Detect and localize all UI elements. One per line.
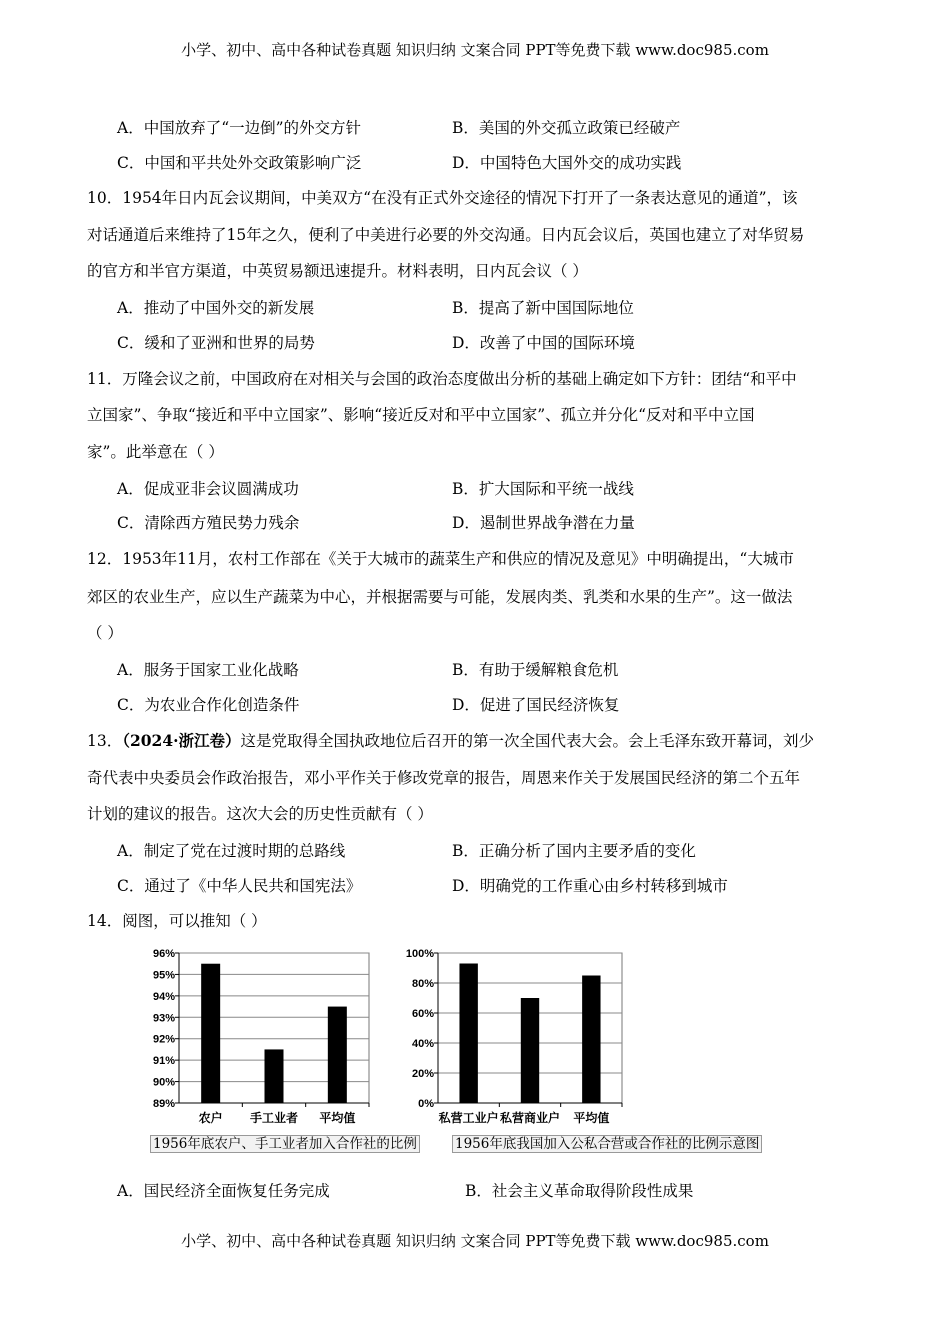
q10-option-c: C．缓和了亚洲和世界的局势 — [117, 334, 315, 352]
q13-option-b: B．正确分析了国内主要矛盾的变化 — [452, 842, 696, 860]
q10-stem-line: 的官方和半官方渠道，中英贸易额迅速提升。材料表明，日内瓦会议（ ） — [87, 262, 588, 280]
q13-option-c: C．通过了《中华人民共和国宪法》 — [117, 877, 362, 895]
q13-stem-line: 奇代表中央委员会作政治报告，邓小平作关于修改党章的报告，周恩来作关于发展国民经济的第二个五年 — [87, 769, 801, 787]
x-tick-label: 私营工业户 — [438, 1111, 499, 1125]
q11-option-d: D．遏制世界战争潜在力量 — [452, 514, 635, 532]
y-tick-label: 0% — [418, 1098, 434, 1110]
q14-option-b: B．社会主义革命取得阶段性成果 — [465, 1182, 694, 1200]
q12-option-a: A．服务于国家工业化战略 — [117, 661, 299, 679]
y-tick-label: 92% — [152, 1033, 175, 1046]
chart-caption-left: 1956年底农户、手工业者加入合作社的比例 — [150, 1135, 420, 1153]
q10-stem-line: 对话通道后来维持了15年之久，便利了中美进行必要的外交沟通。日内瓦会议后，英国也建立了对华贸易 — [87, 226, 805, 244]
q11-stem-line: 立国家”、争取“接近和平中立国家”、影响“接近反对和平中立国家”、孤立并分化“反对和平中立国 — [87, 406, 755, 424]
q9-option-b: B．美国的外交孤立政策已经破产 — [452, 119, 681, 137]
y-tick-label: 40% — [411, 1038, 434, 1050]
y-tick-label: 90% — [152, 1076, 175, 1089]
q9-option-c: C．中国和平共处外交政策影响广泛 — [117, 154, 362, 172]
q11-option-a: A．促成亚非会议圆满成功 — [117, 480, 299, 498]
q14-option-a: A．国民经济全面恢复任务完成 — [117, 1182, 330, 1200]
y-tick-label: 91% — [152, 1055, 175, 1068]
page-header: 小学、初中、高中各种试卷真题 知识归纳 文案合同 PPT等免费下载 www.doc985.com — [181, 41, 769, 59]
q13-text: 这是党取得全国执政地位后召开的第一次全国代表大会。会上毛泽东致开幕词，刘少 — [240, 732, 815, 750]
y-tick-label: 93% — [152, 1012, 175, 1025]
q12-option-b: B．有助于缓解粮食危机 — [452, 661, 619, 679]
q13-option-d: D．明确党的工作重心由乡村转移到城市 — [452, 877, 728, 895]
q10-option-b: B．提高了新中国国际地位 — [452, 299, 634, 317]
q14-stem: 14．阅图，可以推知（ ） — [87, 912, 267, 930]
bar — [201, 964, 220, 1103]
bar — [328, 1007, 347, 1103]
q11-option-b: B．扩大国际和平统一战线 — [452, 480, 634, 498]
bar — [582, 976, 600, 1104]
q12-stem-line: （ ） — [87, 624, 123, 642]
q10-option-a: A．推动了中国外交的新发展 — [117, 299, 315, 317]
q10-option-d: D．改善了中国的国际环境 — [452, 334, 635, 352]
q13-stem-line: 计划的建议的报告。这次大会的历史性贡献有（ ） — [87, 805, 433, 823]
q12-stem-line: 12．1953年11月，农村工作部在《关于大城市的蔬菜生产和供应的情况及意见》中明确提出，“大城市 — [87, 550, 794, 568]
y-tick-label: 80% — [411, 978, 434, 990]
y-tick-label: 100% — [405, 948, 434, 960]
chart-caption-right: 1956年底我国加入公私合营或合作社的比例示意图 — [452, 1135, 762, 1153]
x-tick-label: 平均值 — [573, 1111, 610, 1125]
x-tick-label: 私营商业户 — [499, 1111, 561, 1125]
q13-source: （2024·浙江卷） — [122, 731, 241, 750]
q13-number: 13． — [87, 732, 123, 750]
q10-stem-line: 10．1954年日内瓦会议期间，中美双方“在没有正式外交途径的情况下打开了一条表达意见的通道”，该 — [87, 189, 798, 207]
q13-option-a: A．制定了党在过渡时期的总路线 — [117, 842, 346, 860]
bar — [521, 998, 539, 1103]
q9-option-a: A．中国放弃了“一边倒”的外交方针 — [117, 119, 362, 137]
y-tick-label: 89% — [152, 1098, 175, 1110]
bar — [265, 1049, 284, 1103]
bar — [459, 964, 477, 1104]
q12-option-d: D．促进了国民经济恢复 — [452, 696, 620, 714]
q9-option-d: D．中国特色大国外交的成功实践 — [452, 154, 682, 172]
q12-stem-line: 郊区的农业生产，应以生产蔬菜为中心，并根据需要与可能，发展肉类、乳类和水果的生产”。这一做法 — [87, 588, 793, 606]
q11-stem-line: 11．万隆会议之前，中国政府在对相关与会国的政治态度做出分析的基础上确定如下方针：团结“和平中 — [87, 370, 797, 388]
y-tick-label: 60% — [411, 1008, 434, 1020]
y-tick-label: 20% — [411, 1068, 434, 1080]
q12-option-c: C．为农业合作化创造条件 — [117, 696, 300, 714]
y-tick-label: 94% — [152, 990, 175, 1003]
x-tick-label: 平均值 — [319, 1111, 356, 1125]
y-tick-label: 95% — [152, 969, 175, 982]
x-tick-label: 手工业者 — [249, 1111, 299, 1125]
y-tick-label: 96% — [152, 948, 175, 960]
x-tick-label: 农户 — [198, 1111, 223, 1125]
q11-stem-line: 家”。此举意在（ ） — [87, 443, 224, 461]
q11-option-c: C．清除西方殖民势力残余 — [117, 514, 300, 532]
page-footer: 小学、初中、高中各种试卷真题 知识归纳 文案合同 PPT等免费下载 www.doc985.com — [181, 1232, 769, 1250]
